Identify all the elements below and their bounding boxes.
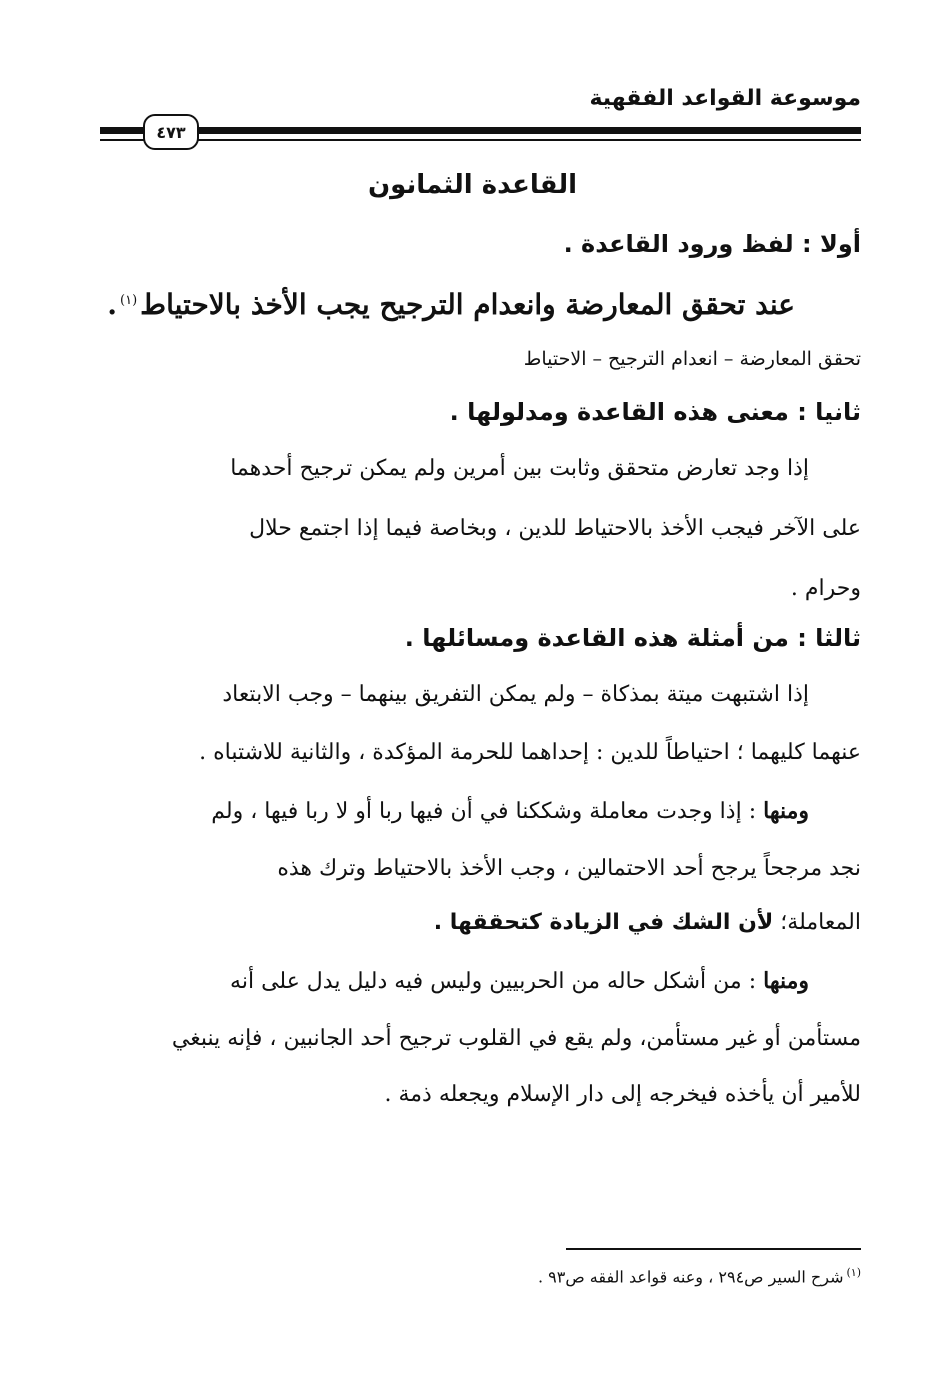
section-heading-wording: أولا : لفظ ورود القاعدة . <box>563 230 861 258</box>
example3-line-3: للأمير أن يأخذه فيخرجه إلى دار الإسلام ويجعله ذمة . <box>384 1082 861 1107</box>
section-heading-meaning: ثانيا : معنى هذه القاعدة ومدلولها . <box>449 398 861 426</box>
section-heading-examples: ثالثا : من أمثلة هذه القاعدة ومسائلها . <box>404 624 861 652</box>
example1-line-2: عنهما كليهما ؛ احتياطاً للدين : إحداهما للحرمة المؤكدة ، والثانية للاشتباه . <box>199 740 861 765</box>
example2-line-3-start: المعاملة؛ <box>780 910 861 935</box>
footnote-reference: (١) <box>120 292 138 308</box>
footnote <box>538 1266 861 1286</box>
rule-statement <box>107 288 795 322</box>
example3-line-1-text: : من أشكل حاله من الحربيين وليس فيه دليل يدل على أنه <box>230 969 757 994</box>
example2-line-1 <box>211 798 809 825</box>
meaning-line-1: إذا وجد تعارض متحقق وثابت بين أمرين ولم يمكن ترجيح أحدهما <box>230 456 809 481</box>
meaning-line-3: وحرام . <box>790 576 861 601</box>
page-number: ٤٧٣ <box>143 114 199 150</box>
header-rule-thick <box>100 127 861 134</box>
rule-keywords: تحقق المعارضة – انعدام الترجيح – الاحتياط <box>523 348 861 370</box>
example3-line-1 <box>230 968 809 995</box>
example2-line-1-text: : إذا وجدت معاملة وشككنا في أن فيها ربا أو لا ربا فيها ، ولم <box>211 799 757 824</box>
footnote-text: شرح السير ص٢٩٤ ، وعنه قواعد الفقه ص٩٣ . <box>538 1267 844 1287</box>
example2-line-2: نجد مرجحاً يرجح أحد الاحتمالين ، وجب الأخذ بالاحتياط وترك هذه <box>277 856 861 881</box>
example3-lead: ومنها <box>763 968 809 994</box>
footnote-number: (١) <box>846 1266 861 1279</box>
example1-line-1: إذا اشتبهت ميتة بمذكاة – ولم يمكن التفريق بينهما – وجب الابتعاد <box>222 682 809 707</box>
rule-statement-text: عند تحقق المعارضة وانعدام الترجيح يجب الأخذ بالاحتياط <box>140 288 795 321</box>
rule-statement-end: . <box>107 288 118 321</box>
footnote-separator <box>566 1248 861 1250</box>
meaning-line-2: على الآخر فيجب الأخذ بالاحتياط للدين ، وبخاصة فيما إذا اجتمع حلال <box>249 516 861 541</box>
example2-lead: ومنها <box>763 798 809 824</box>
running-title: موسوعة القواعد الفقهية <box>589 86 861 111</box>
header-rule-thin <box>100 139 861 141</box>
example2-emphasis: لأن الشك في الزيادة كتحققها . <box>433 910 774 935</box>
example2-line-3 <box>434 910 861 936</box>
rule-title: القاعدة الثمانون <box>367 170 578 200</box>
example3-line-2: مستأمن أو غير مستأمن، ولم يقع في القلوب ترجيح أحد الجانبين ، فإنه ينبغي <box>171 1026 861 1051</box>
